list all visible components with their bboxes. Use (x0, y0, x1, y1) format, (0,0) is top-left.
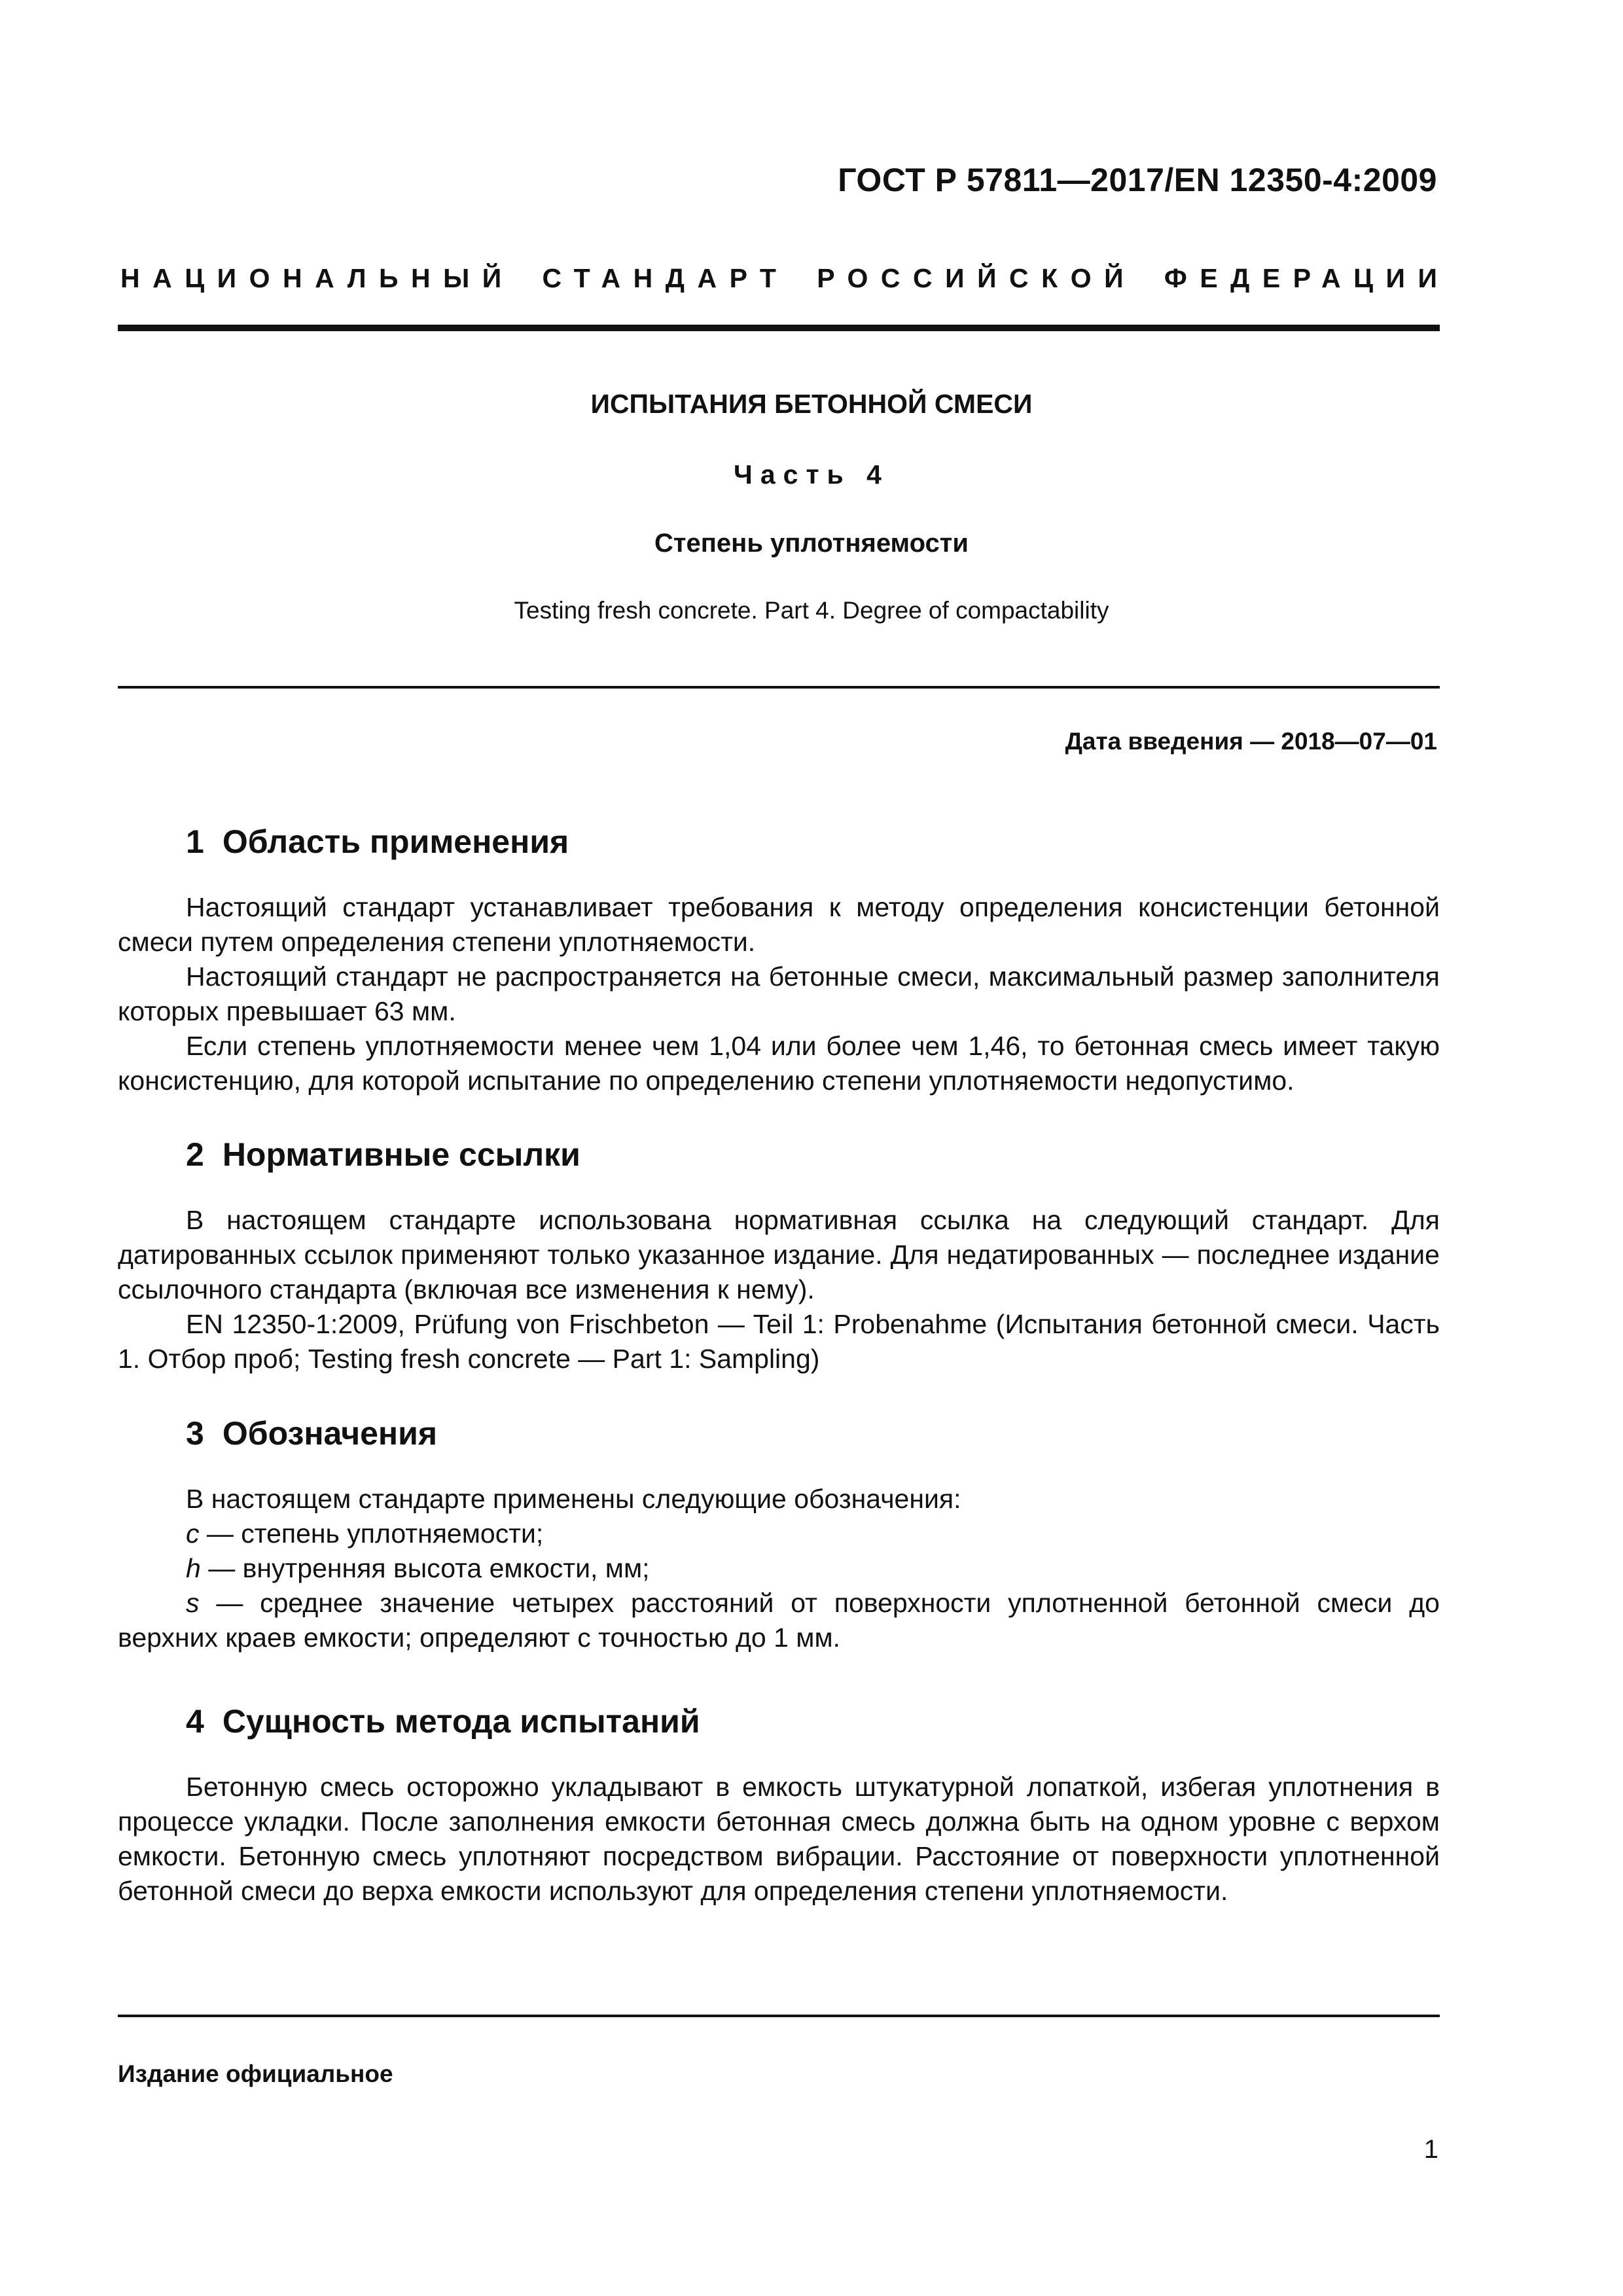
document-subtitle: Степень уплотняемости (654, 529, 969, 558)
document-part: Часть 4 (734, 459, 889, 490)
banner-word: СТАНДАРТ (542, 263, 789, 293)
banner-word: ФЕДЕРАЦИИ (1164, 263, 1450, 293)
footer-divider (118, 2015, 1440, 2017)
paragraph: В настоящем стандарте применены следующие обозначения: (186, 1484, 961, 1514)
section-title: Сущность метода испытаний (222, 1703, 700, 1740)
symbol: h (186, 1553, 201, 1583)
section-heading (118, 1135, 1440, 1174)
english-title: Testing fresh concrete. Part 4. Degree of compactability (514, 597, 1109, 624)
paragraph: Настоящий стандарт устанавливает требования к методу определения консистенции бетонной смеси путем определения степени уплотняемости. (118, 892, 1440, 957)
header-divider (118, 325, 1440, 331)
paragraph: Бетонную смесь осторожно укладывают в емкость штукатурной лопаткой, избегая уплотнения в процессе укладки. После заполнения емкости бетонная смесь должна быть на одном уровне с верхом емкости. Бетонную смесь уплотняют посредством вибрации. Расстояние от поверхности уплотненной бетонной смеси до верха емкости используют для определения степени уплотняемости. (118, 1772, 1440, 1906)
banner-word: РОССИЙСКОЙ (817, 263, 1137, 293)
banner-word: НАЦИОНАЛЬНЫЙ (120, 263, 514, 293)
symbol-text: — внутренняя высота емкости, мм; (200, 1553, 650, 1583)
paragraph: В настоящем стандарте использована нормативная ссылка на следующий стандарт. Для датированных ссылок применяют только указанное издание. Для недатированных — последнее издание ссылочного стандарта (включая все изменения к нему). (118, 1205, 1440, 1304)
official-edition-label: Издание официальное (118, 2060, 393, 2087)
section-number: 3 (186, 1415, 204, 1452)
section-heading (118, 822, 1440, 861)
introduction-date: Дата введения — 2018—07—01 (1065, 728, 1437, 755)
section-references (118, 1135, 1440, 1376)
section-method (118, 1702, 1440, 1909)
symbol-text: — среднее значение четырех расстояний от поверхности уплотненной бетонной смеси до верхних краев емкости; определяют с точностью до 1 мм. (118, 1588, 1440, 1653)
section-symbols (118, 1414, 1440, 1655)
document-title: ИСПЫТАНИЯ БЕТОННОЙ СМЕСИ (590, 389, 1033, 419)
section-number: 4 (186, 1703, 204, 1740)
symbol-definition (118, 1586, 1440, 1655)
standard-banner (120, 263, 1450, 294)
title-divider (118, 686, 1440, 689)
section-title: Нормативные ссылки (222, 1136, 580, 1173)
page-number: 1 (1423, 2135, 1438, 2164)
paragraph: Если степень уплотняемости менее чем 1,04 или более чем 1,46, то бетонная смесь имеет такую консистенцию, для которой испытание по определению степени уплотняемости недопустимо. (118, 1031, 1440, 1096)
paragraph: Настоящий стандарт не распространяется на бетонные смеси, максимальный размер заполнителя которых превышает 63 мм. (118, 961, 1440, 1026)
symbol: c (186, 1518, 200, 1549)
symbol-definition (118, 1551, 1440, 1586)
document-code: ГОСТ Р 57811—2017/EN 12350-4:2009 (838, 162, 1437, 198)
symbol-definition (118, 1516, 1440, 1551)
section-heading (118, 1702, 1440, 1741)
paragraph: EN 12350-1:2009, Prüfung von Frischbeton — Teil 1: Probenahme (Испытания бетонной смеси. Часть 1. Отбор проб; Testing fresh concrete — Part 1: Sampling) (118, 1309, 1440, 1374)
section-number: 2 (186, 1136, 204, 1173)
symbol-text: — степень уплотняемости; (199, 1518, 544, 1549)
section-scope (118, 822, 1440, 1098)
symbol: s (186, 1588, 200, 1618)
section-title: Обозначения (222, 1415, 438, 1452)
section-title: Область применения (222, 823, 569, 860)
section-number: 1 (186, 823, 204, 860)
section-heading (118, 1414, 1440, 1453)
